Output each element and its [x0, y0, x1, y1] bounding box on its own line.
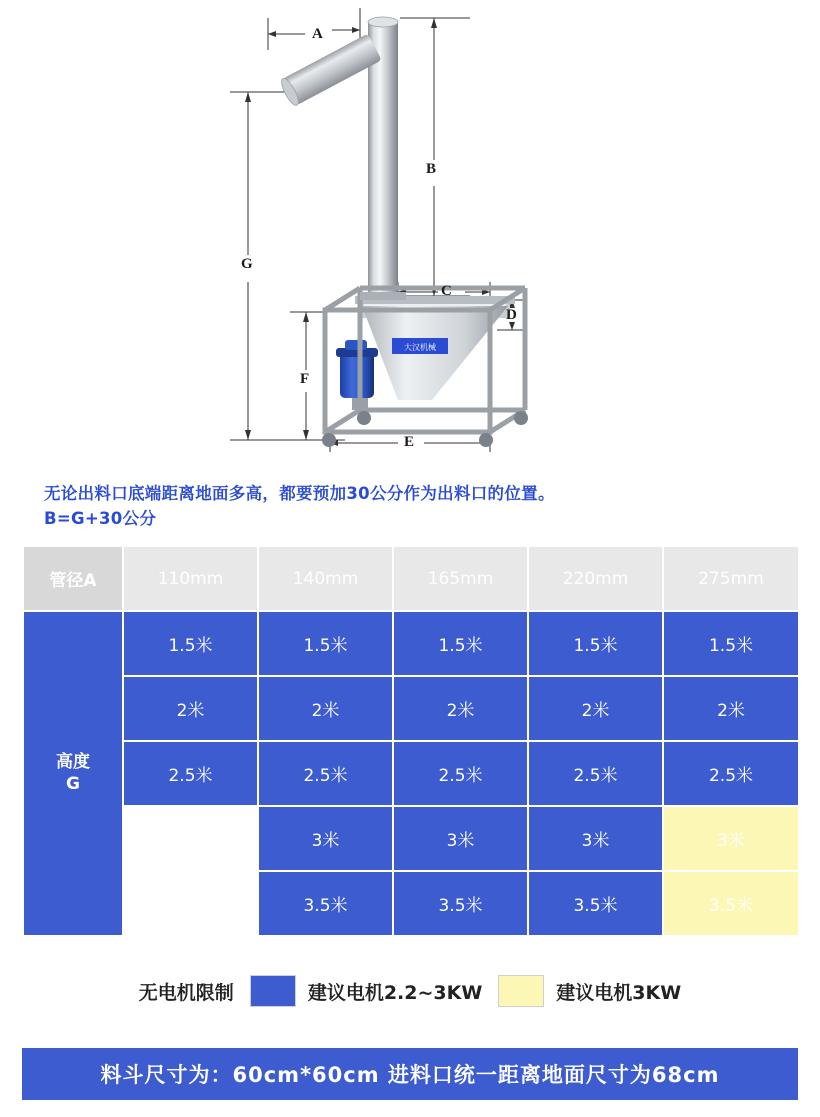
- cell-110-1.5: 1.5米: [123, 611, 258, 676]
- cell-110-2.5: 2.5米: [123, 741, 258, 806]
- legend-label-blue: 建议电机2.2~3KW: [307, 981, 483, 1004]
- table-col-275: 275mm: [663, 546, 799, 611]
- cell-220-2.5: 2.5米: [528, 741, 663, 806]
- table-col-165: 165mm: [393, 546, 528, 611]
- dimension-label-e: E: [404, 434, 415, 450]
- spec-table-wrapper: [22, 545, 798, 937]
- cell-140-2.5: 2.5米: [258, 741, 393, 806]
- cell-220-3: 3米: [528, 806, 663, 871]
- table-col-140: 140mm: [258, 546, 393, 611]
- dimension-label-b: B: [426, 161, 437, 177]
- table-col-110: 110mm: [123, 546, 258, 611]
- legend-item-yellow: [498, 975, 681, 1007]
- cell-275-3.5: 3.5米: [663, 871, 799, 936]
- table-row: [23, 741, 799, 806]
- cell-140-3.5: 3.5米: [258, 871, 393, 936]
- dimension-label-g: G: [241, 256, 253, 272]
- height-note: 无论出料口底端距离地面多高，都要预加30公分作为出料口的位置。B=G+30公分: [44, 484, 555, 528]
- cell-220-2: 2米: [528, 676, 663, 741]
- legend-item-blue: [250, 975, 482, 1007]
- legend-label-yellow: 建议电机3KW: [556, 981, 682, 1004]
- cell-110-2: 2米: [123, 676, 258, 741]
- table-corner-label: 管径A: [23, 546, 123, 611]
- table-col-220: 220mm: [528, 546, 663, 611]
- table-row: [23, 611, 799, 676]
- dimension-label-f: F: [300, 371, 310, 387]
- cell-110-empty: [123, 806, 258, 936]
- table-row: [23, 806, 799, 871]
- legend-item-no-limit: [139, 978, 234, 1005]
- footer-banner: 料斗尺寸为：60cm*60cm 进料口统一距离地面尺寸为68cm: [22, 1048, 798, 1100]
- legend: [22, 975, 798, 1007]
- cell-165-2: 2米: [393, 676, 528, 741]
- legend-label-no-limit: 无电机限制: [138, 981, 234, 1004]
- dimension-label-a: A: [312, 26, 323, 42]
- product-diagram: [0, 0, 820, 470]
- cell-165-2.5: 2.5米: [393, 741, 528, 806]
- cell-165-3.5: 3.5米: [393, 871, 528, 936]
- dimension-label-c: C: [441, 283, 452, 299]
- dimension-label-d: D: [506, 307, 517, 323]
- cell-140-1.5: 1.5米: [258, 611, 393, 676]
- legend-swatch-blue: [250, 975, 296, 1007]
- legend-swatch-yellow: [498, 975, 544, 1007]
- machine-illustration: [0, 0, 820, 470]
- cell-275-2.5: 2.5米: [663, 741, 799, 806]
- table-header-row: [23, 546, 799, 611]
- table-row: [23, 676, 799, 741]
- cell-275-3: 3米: [663, 806, 799, 871]
- cell-140-3: 3米: [258, 806, 393, 871]
- cell-140-2: 2米: [258, 676, 393, 741]
- cell-165-1.5: 1.5米: [393, 611, 528, 676]
- cell-220-3.5: 3.5米: [528, 871, 663, 936]
- cell-275-1.5: 1.5米: [663, 611, 799, 676]
- cell-220-1.5: 1.5米: [528, 611, 663, 676]
- cell-165-3: 3米: [393, 806, 528, 871]
- spec-table: [22, 545, 800, 937]
- svg-text:大汉机械: 大汉机械: [404, 343, 436, 352]
- cell-275-2: 2米: [663, 676, 799, 741]
- table-row-header-height: 高度 G: [23, 611, 123, 936]
